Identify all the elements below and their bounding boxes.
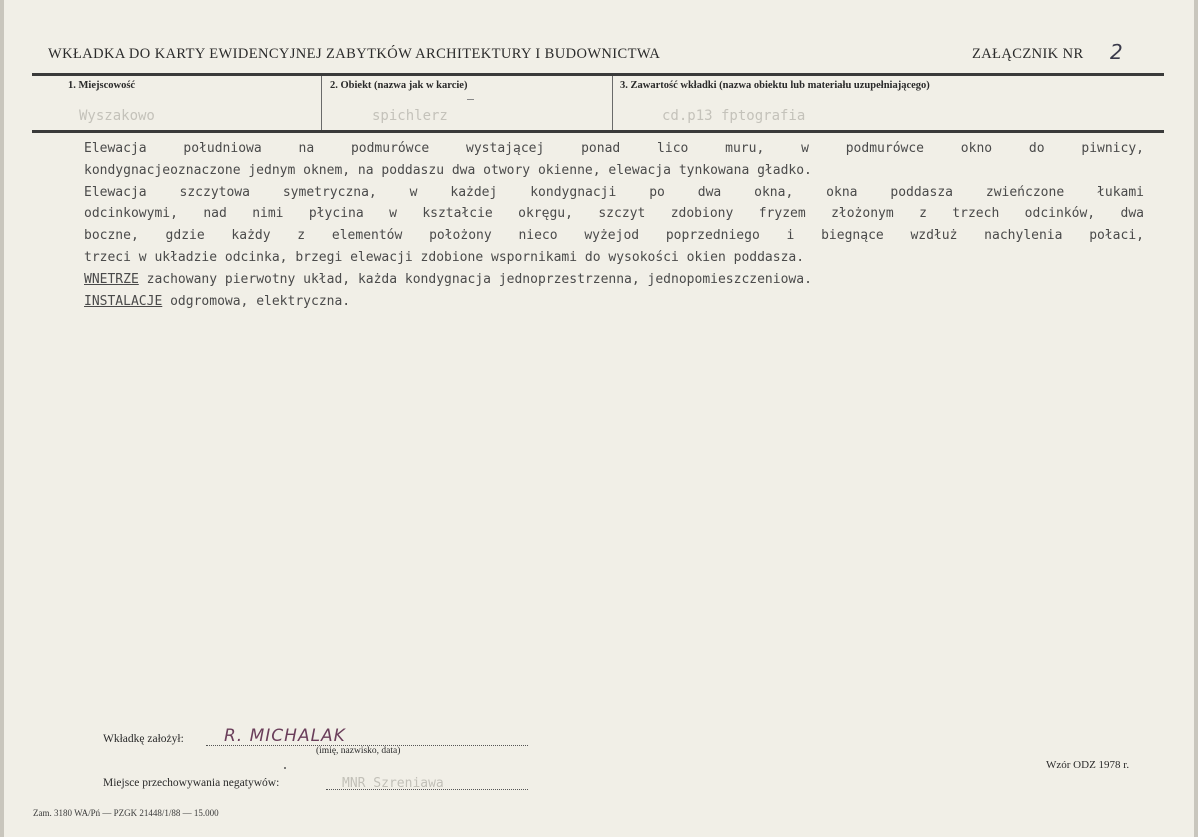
form-title: WKŁADKA DO KARTY EWIDENCYJNEJ ZABYTKÓW ARCHITEKTURY I BUDOWNICTWA (48, 46, 661, 62)
description-line: odcinkowymi, nad nimi płycina w kształcie okręgu, szczyt zdobiony fryzem złożonym z trzech odcinków, dwa (84, 206, 1144, 222)
dot-mark (284, 767, 286, 769)
installation-heading: INSTALACJE (84, 293, 163, 309)
field-label-locality: 1. Miejscowość (68, 80, 136, 91)
description-text (84, 138, 1144, 312)
fields-rule (32, 130, 1164, 133)
form-model: Wzór ODZ 1978 r. (1046, 759, 1130, 771)
printer-info: Zam. 3180 WA/Pń — PZGK 21448/1/88 — 15.000 (33, 808, 219, 818)
field-value-object: spichlerz (372, 108, 448, 124)
interior-heading: WNETRZE (84, 271, 139, 287)
description-line: Elewacja szczytowa symetryczna, w każdej kondygnacji po dwa okna, okna poddasza zwieńczone łukami (84, 184, 1144, 200)
field-label-contents: 3. Zawartość wkładki (nazwa obiektu lub materiału uzupełniającego) (620, 80, 930, 91)
left-edge (0, 0, 4, 837)
negatives-label: Miejsce przechowywania negatywów: (103, 777, 280, 789)
created-by-signature: R. MICHALAK (224, 726, 346, 746)
annex-number: 2 (1110, 40, 1123, 64)
interior-paragraph (84, 269, 1144, 291)
dash-mark (467, 99, 474, 100)
installation-paragraph (84, 291, 1144, 313)
field-value-locality: Wyszakowo (79, 108, 155, 124)
description-line: kondygnacjeoznaczone jednym oknem, na poddaszu dwa otwory okienne, elewacja tynkowana gładko. (84, 162, 812, 178)
description-line: Elewacja południowa na podmurówce wystającej ponad lico muru, w podmurówce okno do piwnicy, (84, 141, 1144, 156)
installation-text: odgromowa, elektryczna. (162, 293, 351, 309)
header-rule (32, 73, 1164, 76)
created-by-caption: (imię, nazwisko, data) (316, 746, 401, 756)
field-value-contents: cd.p13 fptografia (662, 108, 806, 124)
field-label-object: 2. Obiekt (nazwa jak w karcie) (330, 80, 468, 91)
annex-label: ZAŁĄCZNIK NR (972, 46, 1084, 62)
field-divider-1 (321, 76, 322, 131)
created-by-label: Wkładkę założył: (103, 733, 184, 745)
description-line: trzeci w układzie odcinka, brzegi elewacji zdobione wspornikami do wysokości okien poddasza. (84, 249, 805, 265)
interior-text: zachowany pierwotny układ, każda kondygnacja jednoprzestrzenna, jednopomieszczeniowa. (138, 271, 812, 287)
negatives-value: MNR Szreniawa (342, 776, 444, 791)
right-edge (1194, 0, 1198, 837)
field-divider-2 (612, 76, 613, 131)
description-line: boczne, gdzie każdy z elementów położony nieco wyżejod poprzedniego i biegnące wzdłuż nachylenia połaci, (84, 228, 1144, 244)
